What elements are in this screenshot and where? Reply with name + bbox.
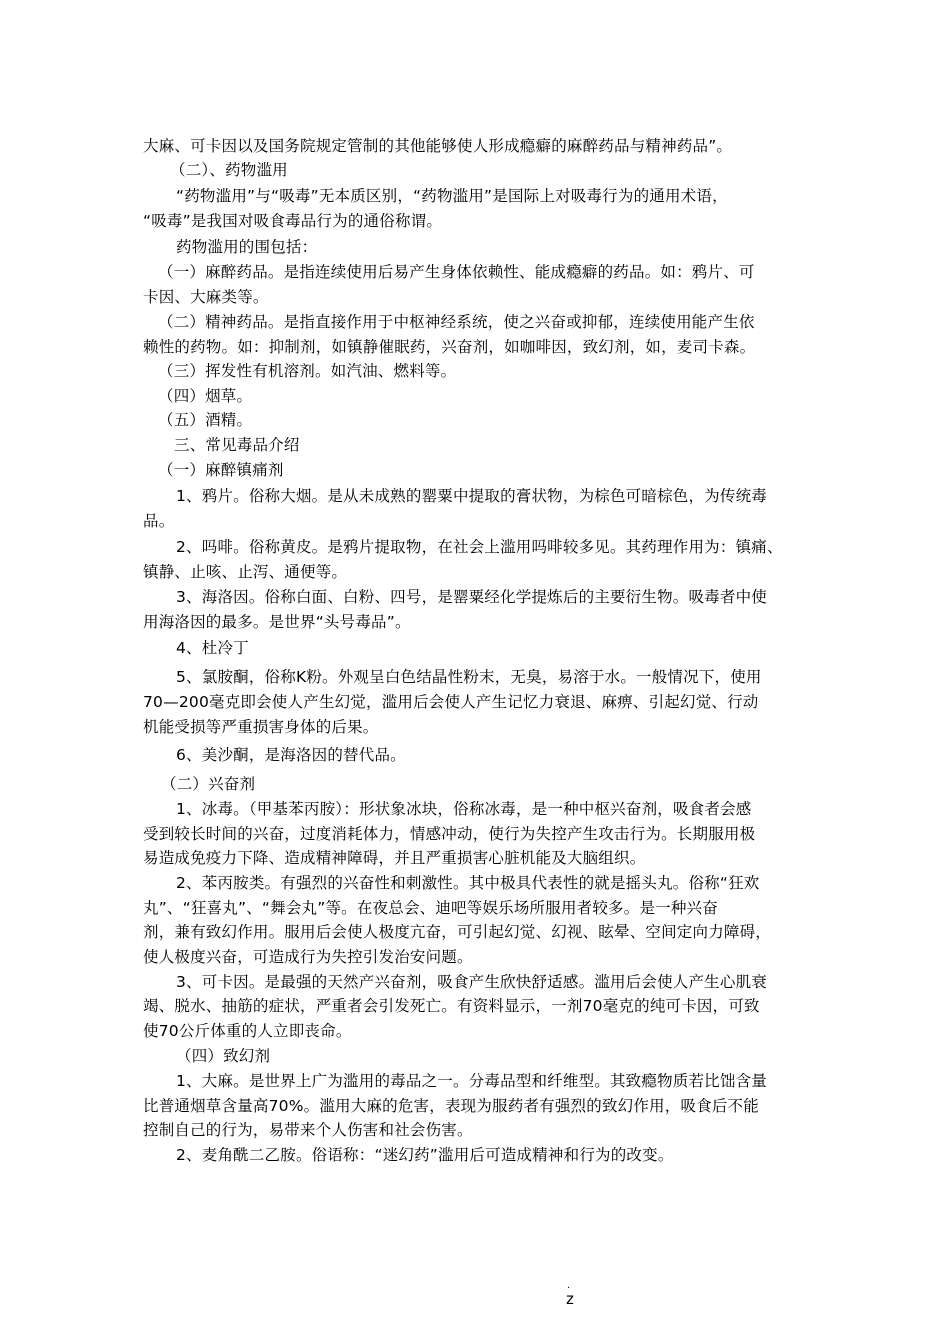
- text-line: 使70公斤体重的人立即丧命。: [143, 1022, 352, 1040]
- text-line: 易造成免疫力下降、造成精神障碍，并且严重损害心脏机能及大脑组织。: [143, 849, 646, 867]
- text-line: 70—200毫克即会使人产生幻觉，滥用后会使人产生记忆力衰退、麻痹、引起幻觉、行动: [143, 693, 759, 711]
- footer-page-marker: z: [566, 1290, 574, 1308]
- text-line: （三）挥发性有机溶剂。如汽油、燃料等。: [158, 362, 457, 380]
- text-line: （二）精神药品。是指直接作用于中枢神经系统，使之兴奋或抑郁，连续使用能产生依: [158, 313, 755, 331]
- section-heading: （二）兴奋剂: [161, 775, 256, 793]
- text-line: 1、大麻。是世界上广为滥用的毒品之一。分毒品型和纤维型。其致瘾物质若比饳含量: [176, 1072, 767, 1090]
- text-line: 5、氯胺酮，俗称K粉。外观呈白色结晶性粉末，无臭，易溶于水。一般情况下，使用: [176, 668, 762, 686]
- text-line: 1、鸦片。俗称大烟。是从未成熟的罂粟中提取的膏状物，为棕色可暗棕色，为传统毒: [176, 487, 767, 505]
- text-line: 1、冰毒。（甲基苯丙胺）：形状象冰块，俗称冰毒，是一种中枢兴奋剂，吸食者会感: [176, 800, 752, 818]
- text-line: 受到较长时间的兴奋，过度消耗体力，情感冲动，使行为失控产生攻击行为。长期服用极: [143, 825, 756, 843]
- text-line: 2、麦角酰二乙胺。俗语称：“迷幻药”滥用后可造成精神和行为的改变。: [176, 1146, 674, 1164]
- text-line: “吸毒”是我国对吸食毒品行为的通俗称谓。: [143, 212, 443, 230]
- text-line: 3、海洛因。俗称白面、白粉、四号，是罂粟经化学提炼后的主要衍生物。吸毒者中使: [176, 588, 767, 606]
- text-line: （五）酒精。: [158, 411, 253, 429]
- text-line: 机能受损等严重损害身体的后果。: [143, 718, 379, 736]
- text-line: （一）麻醉药品。是指连续使用后易产生身体依赖性、能成瘾癖的药品。如：鸦片、可: [158, 263, 755, 281]
- text-line: 剂，兼有致幻作用。服用后会使人极度亢奋，可引起幻觉、幻视、眩晕、空间定向力障碍，: [143, 923, 772, 941]
- text-line: 丸”、“狂喜丸”、“舞会丸”等。在夜总会、迪吧等娱乐场所服用者较多。是一种兴奋: [143, 899, 718, 917]
- text-line: 4、杜冷丁: [176, 639, 249, 657]
- text-line: 镇静、止咳、止泻、通便等。: [143, 563, 348, 581]
- text-line: 用海洛因的最多。是世界“头号毒品”。: [143, 613, 411, 631]
- text-line: 竭、脱水、抽筋的症状，严重者会引发死亡。有资料显示，一剂70毫克的纯可卡因，可致: [143, 997, 760, 1015]
- text-line: 大麻、可卡因以及国务院规定管制的其他能够使人形成瘾癖的麻醉药品与精神药品”。: [143, 137, 733, 155]
- text-line: 卡因、大麻类等。: [143, 288, 269, 306]
- text-line: 2、吗啡。俗称黄皮。是鸦片提取物，在社会上滥用吗啡较多见。其药理作用为：镇痛、: [176, 538, 783, 556]
- text-line: 2、苯丙胺类。有强烈的兴奋性和刺激性。其中极具代表性的就是摇头丸。俗称“狂欢: [176, 874, 760, 892]
- text-line: 药物滥用的围包括：: [176, 238, 318, 256]
- text-line: “药物滥用”与“吸毒”无本质区别，“药物滥用”是国际上对吸毒行为的通用术语，: [176, 187, 728, 205]
- text-line: 3、可卡因。是最强的天然产兴奋剂，吸食产生欣快舒适感。滥用后会使人产生心肌衰: [176, 973, 767, 991]
- text-line: 比普通烟草含量高70%。滥用大麻的危害，表现为服药者有强烈的致幻作用，吸食后不能: [143, 1097, 759, 1115]
- text-line: （四）烟草。: [158, 387, 253, 405]
- text-line: 6、美沙酮，是海洛因的替代品。: [176, 746, 406, 764]
- section-heading: （一）麻醉镇痛剂: [158, 461, 284, 479]
- footer-dot: .: [567, 1280, 571, 1291]
- text-line: 使人极度兴奋，可造成行为失控引发治安问题。: [143, 948, 473, 966]
- text-line: 赖性的药物。如：抑制剂，如镇静催眠药，兴奋剂，如咖啡因，致幻剂，如，麦司卡森。: [143, 338, 756, 356]
- text-line: 控制自己的行为，易带来个人伤害和社会伤害。: [143, 1121, 473, 1139]
- section-heading: 三、常见毒品介绍: [174, 436, 300, 454]
- section-heading: （四）致幻剂: [176, 1047, 271, 1065]
- text-line: 品。: [143, 512, 175, 530]
- section-heading: （二）、药物滥用: [170, 161, 288, 179]
